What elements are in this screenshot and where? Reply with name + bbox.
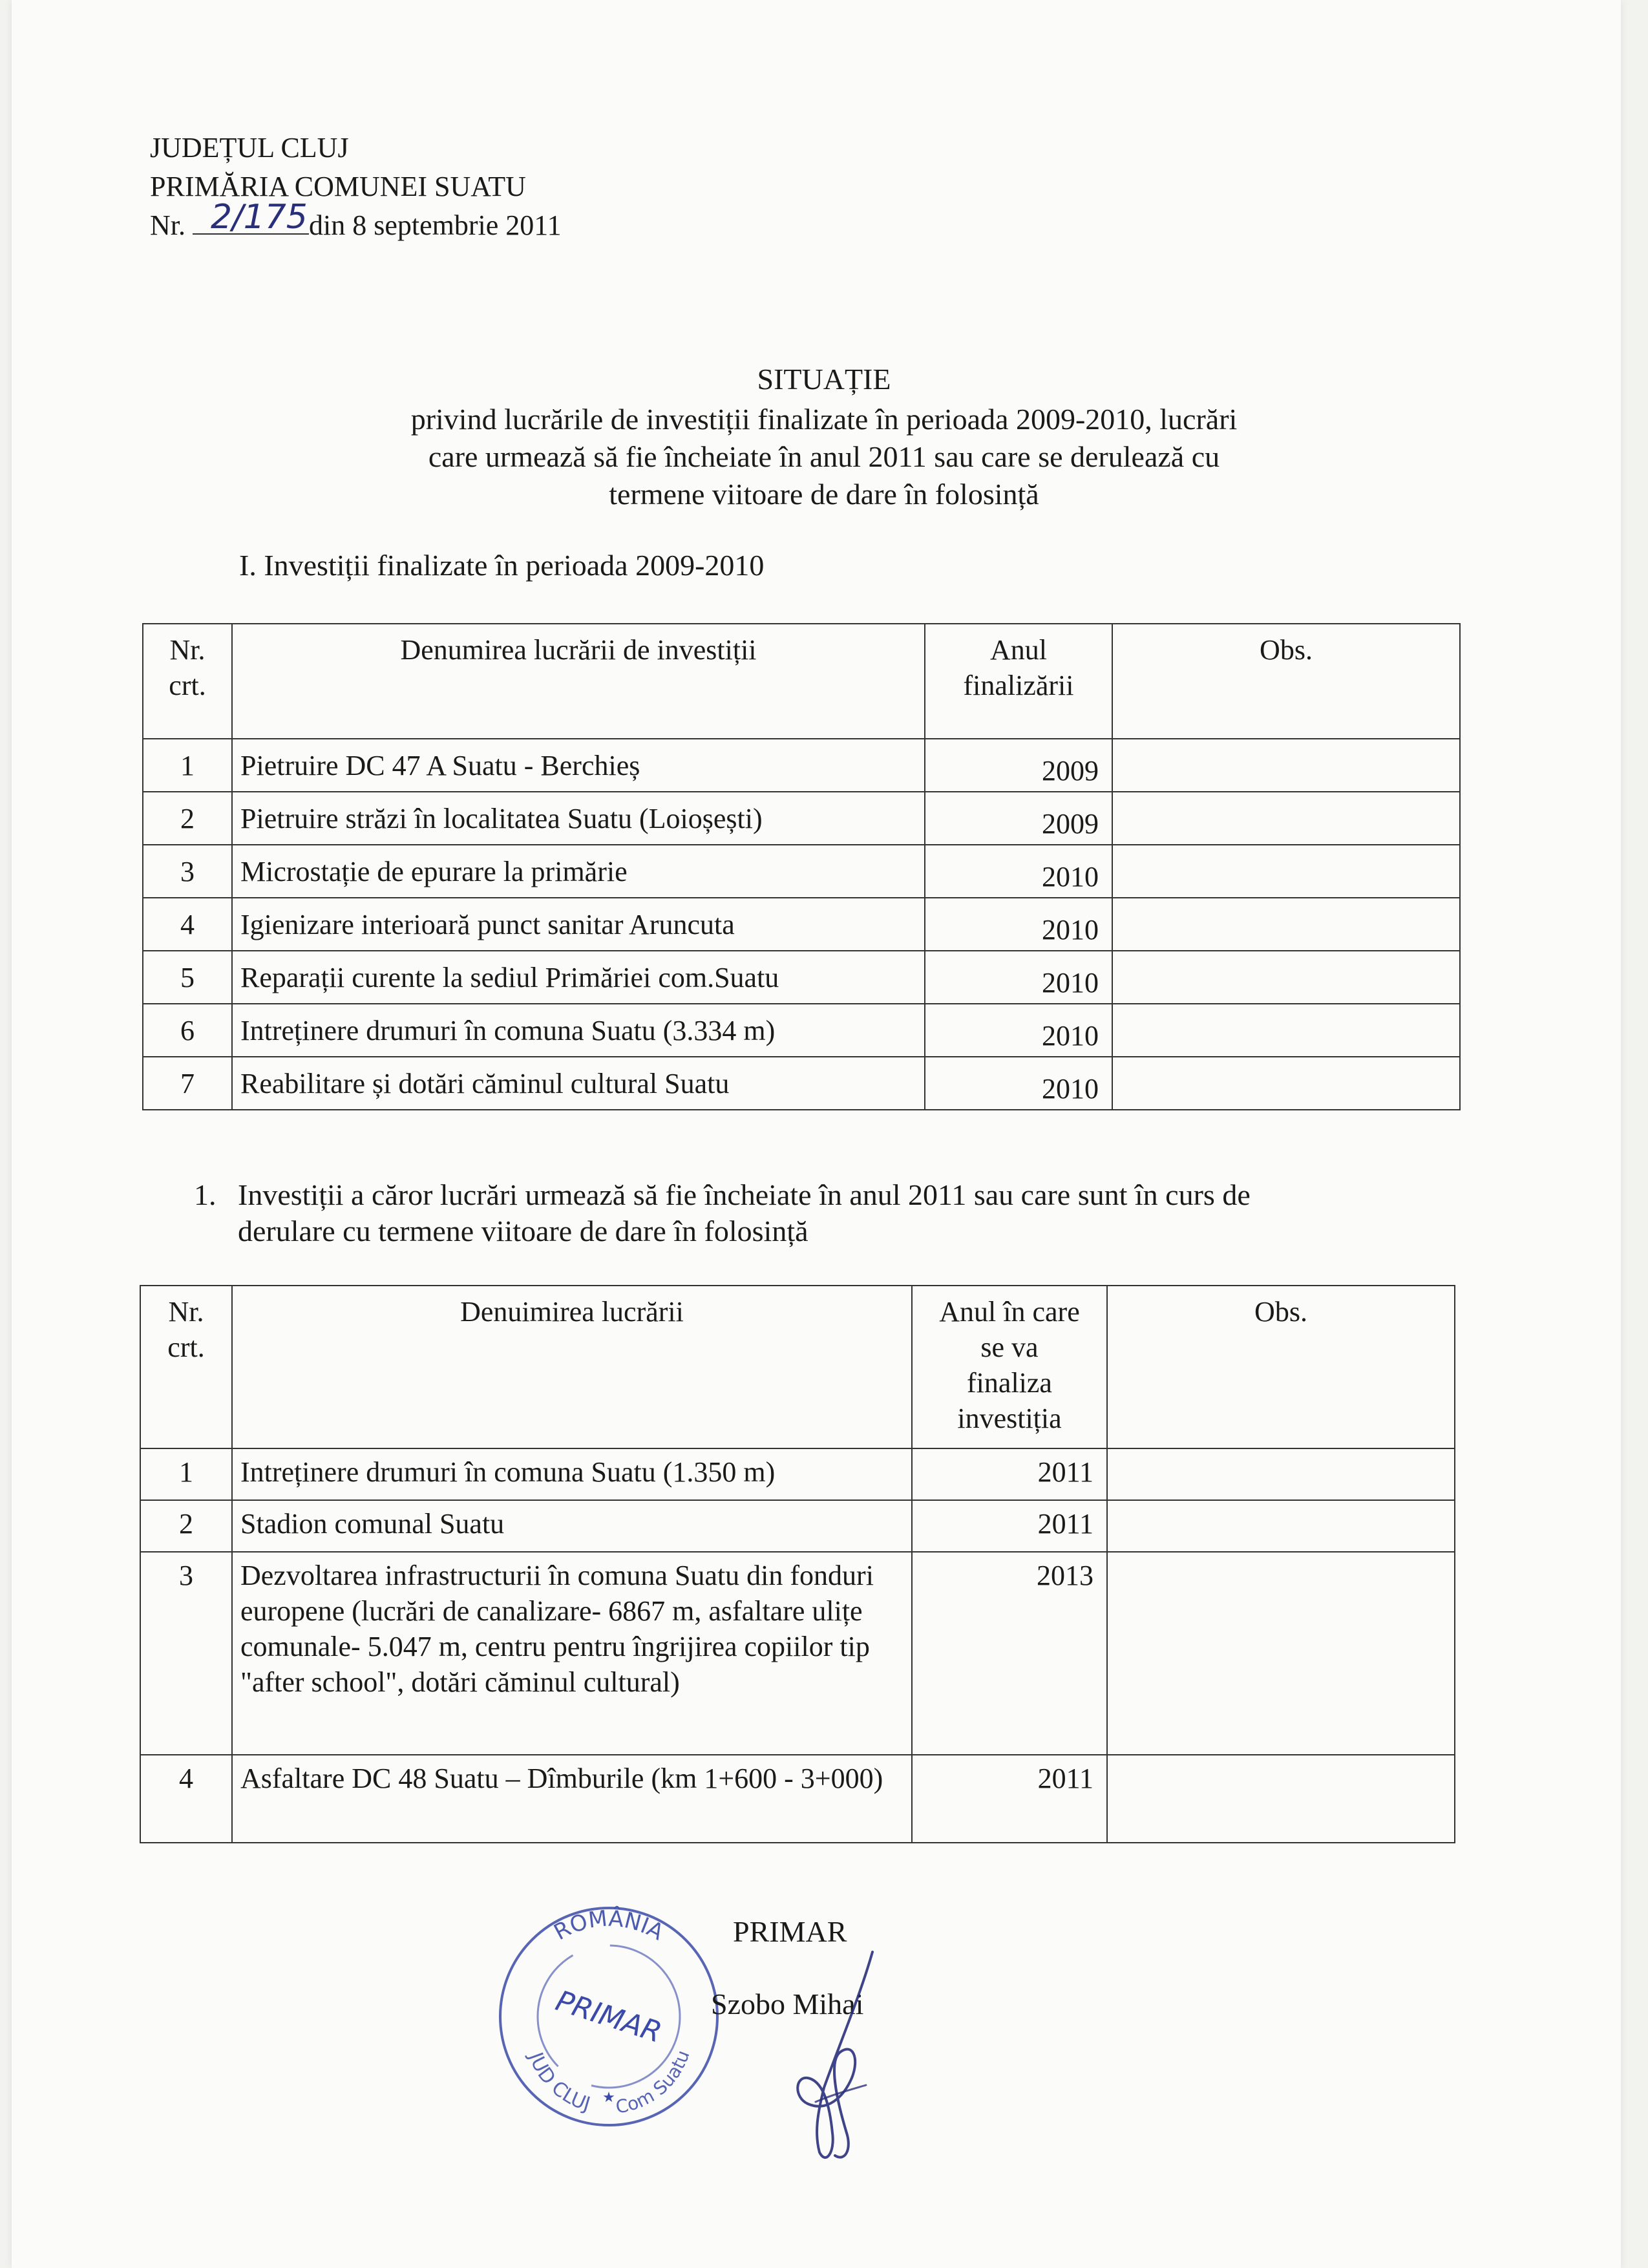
title-line-1: privind lucrările de investiții finalizate în perioada 2009-2010, lucrări: [410, 403, 1238, 436]
row-obs: [1107, 1500, 1455, 1552]
row-name: Intreținere drumuri în comuna Suatu (3.334 m): [232, 1004, 925, 1057]
column-header-name: Denumirea lucrării de investiții: [232, 624, 925, 739]
section-2-heading-line-2: derulare cu termene viitoare de dare în folosință: [238, 1214, 808, 1247]
table-row: [140, 1552, 1455, 1755]
row-name: Reparații curente la sediul Primăriei com.Suatu: [232, 951, 925, 1004]
table-row: [143, 1004, 1460, 1057]
office-name: PRIMĂRIA COMUNEI SUATU: [150, 171, 526, 202]
nr-blank: [193, 198, 309, 237]
row-obs: [1112, 1004, 1460, 1057]
row-nr: 1: [143, 739, 232, 792]
title-line-2: care urmează să fie încheiate în anul 2011 sau care se derulează cu: [428, 440, 1220, 473]
column-header-obs: Obs.: [1107, 1286, 1455, 1448]
table-row: [143, 845, 1460, 898]
registration-number: [150, 198, 562, 244]
row-year: 2010: [925, 1057, 1112, 1110]
row-obs: [1107, 1755, 1455, 1843]
handwritten-signature: [763, 1939, 918, 2178]
section-2-number: 1.: [194, 1178, 217, 1211]
signatory-name: Szobo Mihai: [711, 1987, 864, 2020]
row-nr: 2: [140, 1500, 232, 1552]
row-year: 2011: [912, 1448, 1107, 1500]
row-name: Microstație de epurare la primărie: [232, 845, 925, 898]
row-nr: 7: [143, 1057, 232, 1110]
row-nr: 1: [140, 1448, 232, 1500]
nr-prefix: Nr.: [150, 209, 185, 241]
column-header-nr: Nr. crt.: [140, 1286, 232, 1448]
column-header-year: Anul în care se va finaliza investiția: [912, 1286, 1107, 1448]
row-name: Reabilitare și dotări căminul cultural Suatu: [232, 1057, 925, 1110]
column-header-year: Anul finalizării: [925, 624, 1112, 739]
title-line-3: termene viitoare de dare în folosință: [609, 478, 1039, 511]
row-nr: 3: [140, 1552, 232, 1755]
completed-investments-table: [142, 623, 1461, 1110]
row-name: Pietruire străzi în localitatea Suatu (Loioșești): [232, 792, 925, 845]
signatory-role: PRIMAR: [733, 1915, 847, 1948]
table-header-row: [140, 1286, 1455, 1448]
table-row: [140, 1448, 1455, 1500]
section-2-heading-line-1: Investiții a căror lucrări urmează să fie încheiate în anul 2011 sau care sunt în curs de: [238, 1178, 1251, 1211]
row-obs: [1112, 792, 1460, 845]
ongoing-investments-table: [140, 1285, 1455, 1843]
row-name: Pietruire DC 47 A Suatu - Berchieș: [232, 739, 925, 792]
row-obs: [1112, 1057, 1460, 1110]
row-year: 2011: [912, 1500, 1107, 1552]
row-obs: [1112, 845, 1460, 898]
stamp-commune-text: Com Suatu: [614, 2047, 694, 2118]
row-obs: [1107, 1552, 1455, 1755]
row-obs: [1112, 739, 1460, 792]
row-nr: 4: [140, 1755, 232, 1843]
county-name: JUDEȚUL CLUJ: [150, 132, 349, 164]
table-row: [143, 792, 1460, 845]
row-year: 2011: [912, 1755, 1107, 1843]
nr-handwritten: 2/175: [211, 198, 308, 237]
stamp-star-icon: ★: [602, 2089, 615, 2105]
row-nr: 5: [143, 951, 232, 1004]
table-row: [143, 739, 1460, 792]
row-year: 2010: [925, 1004, 1112, 1057]
row-year: 2009: [925, 739, 1112, 792]
row-name: Igienizare interioară punct sanitar Aruncuta: [232, 898, 925, 951]
row-obs: [1112, 951, 1460, 1004]
document-date: din 8 septembrie 2011: [309, 209, 562, 241]
stamp-bottom-text: JUD CLUJ: [523, 2050, 593, 2116]
row-name: Stadion comunal Suatu: [232, 1500, 912, 1552]
table-header-row: [143, 624, 1460, 739]
row-obs: [1107, 1448, 1455, 1500]
column-header-obs: Obs.: [1112, 624, 1460, 739]
row-name: Intreținere drumuri în comuna Suatu (1.350 m): [232, 1448, 912, 1500]
table-row: [143, 1057, 1460, 1110]
row-year: 2013: [912, 1552, 1107, 1755]
row-obs: [1112, 898, 1460, 951]
section-1-heading: I. Investiții finalizate în perioada 2009-2010: [239, 549, 765, 582]
official-stamp: [492, 1900, 725, 2133]
document-title: SITUAȚIE: [757, 363, 891, 396]
row-year: 2010: [925, 845, 1112, 898]
column-header-name: Denuimirea lucrării: [232, 1286, 912, 1448]
table-row: [143, 951, 1460, 1004]
row-nr: 2: [143, 792, 232, 845]
row-nr: 3: [143, 845, 232, 898]
row-year: 2010: [925, 898, 1112, 951]
row-year: 2009: [925, 792, 1112, 845]
table-row: [143, 898, 1460, 951]
row-name: Asfaltare DC 48 Suatu – Dîmburile (km 1+600 - 3+000): [232, 1755, 912, 1843]
stamp-center-text: PRIMAR: [551, 1984, 666, 2050]
row-year: 2010: [925, 951, 1112, 1004]
table-row: [140, 1755, 1455, 1843]
row-nr: 4: [143, 898, 232, 951]
row-nr: 6: [143, 1004, 232, 1057]
table-row: [140, 1500, 1455, 1552]
stamp-country: ROMÂNIA: [549, 1905, 668, 1946]
column-header-nr: Nr. crt.: [143, 624, 232, 739]
row-name: Dezvoltarea infrastructurii în comuna Suatu din fonduri europene (lucrări de canalizare- 6867 m, asfaltare ulițe comunale- 5.047 m, centru pentru îngrijirea copiilor tip "after school", dotări căminul cultural): [232, 1552, 912, 1755]
